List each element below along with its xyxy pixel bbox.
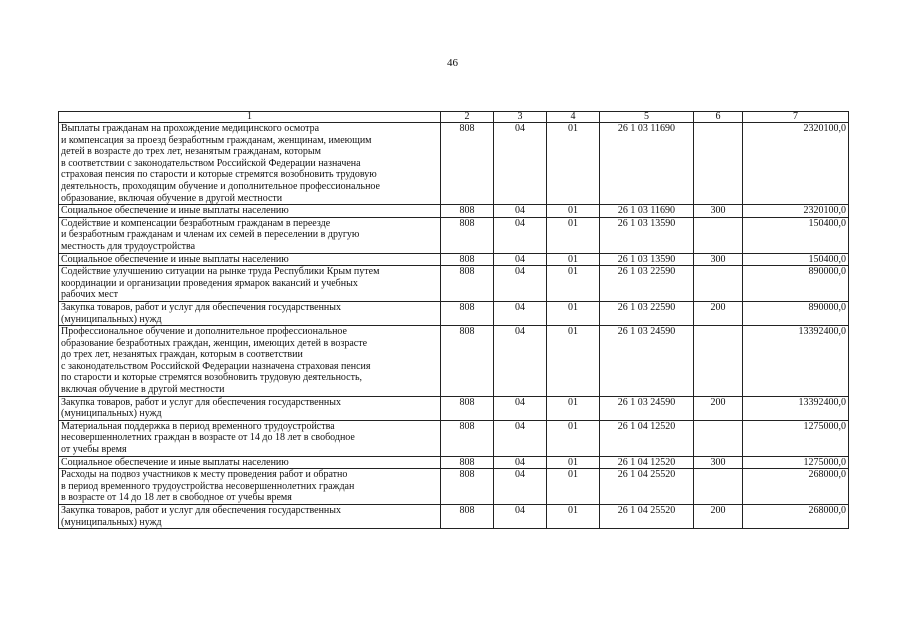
page-number: 46 — [447, 57, 458, 69]
row-col-5: 26 1 03 22590 — [600, 266, 694, 302]
row-col-6: 200 — [694, 396, 743, 420]
row-col-5: 26 1 03 13590 — [600, 253, 694, 266]
row-description: Содействие улучшению ситуации на рынке труда Республики Крым путем координации и организации проведения ярмарок вакансий и учебных рабочих мест — [59, 266, 441, 302]
row-col-4: 01 — [547, 301, 600, 325]
row-description: Выплаты гражданам на прохождение медицинского осмотра и компенсация за проезд безработным гражданам, женщинам, имеющим детей в возрасте до трех лет, незанятым гражданам, которым в соответствии с законодательством Российской Федерации назначена страховая пенсия по старости и которые стремятся возобновить трудовую деятельность, проходящим обучение и дополнительное профессиональное образование, включая обучение в другой местности — [59, 123, 441, 205]
row-col-5: 26 1 03 13590 — [600, 217, 694, 253]
row-col-2: 808 — [441, 469, 494, 505]
row-col-4: 01 — [547, 266, 600, 302]
table-row — [59, 420, 849, 456]
header-col-7: 7 — [743, 112, 849, 123]
row-col-2: 808 — [441, 253, 494, 266]
row-col-6 — [694, 217, 743, 253]
row-col-2: 808 — [441, 505, 494, 529]
row-col-3: 04 — [494, 456, 547, 469]
row-description: Закупка товаров, работ и услуг для обеспечения государственных (муниципальных) нужд — [59, 505, 441, 529]
row-amount: 150400,0 — [743, 253, 849, 266]
row-col-6 — [694, 266, 743, 302]
row-col-2: 808 — [441, 326, 494, 397]
row-description: Расходы на подвоз участников к месту проведения работ и обратно в период временного трудоустройства несовершеннолетних граждан в возрасте от 14 до 18 лет в свободное от учебы время — [59, 469, 441, 505]
table-row — [59, 205, 849, 218]
table-row — [59, 469, 849, 505]
row-col-6: 200 — [694, 505, 743, 529]
header-row — [59, 112, 849, 123]
row-amount: 13392400,0 — [743, 326, 849, 397]
table-row — [59, 396, 849, 420]
header-col-2: 2 — [441, 112, 494, 123]
row-col-4: 01 — [547, 505, 600, 529]
row-description: Социальное обеспечение и иные выплаты населению — [59, 253, 441, 266]
row-col-4: 01 — [547, 217, 600, 253]
row-amount: 268000,0 — [743, 505, 849, 529]
row-col-2: 808 — [441, 266, 494, 302]
row-description: Материальная поддержка в период временного трудоустройства несовершеннолетних граждан в возрасте от 14 до 18 лет в свободное от учебы время — [59, 420, 441, 456]
row-col-2: 808 — [441, 217, 494, 253]
row-col-3: 04 — [494, 420, 547, 456]
row-amount: 268000,0 — [743, 469, 849, 505]
row-amount: 890000,0 — [743, 266, 849, 302]
table-row — [59, 301, 849, 325]
row-col-3: 04 — [494, 469, 547, 505]
row-col-5: 26 1 04 12520 — [600, 456, 694, 469]
row-col-4: 01 — [547, 396, 600, 420]
row-col-5: 26 1 04 12520 — [600, 420, 694, 456]
row-col-6: 300 — [694, 456, 743, 469]
row-col-2: 808 — [441, 123, 494, 205]
row-col-6 — [694, 469, 743, 505]
table-body — [59, 123, 849, 529]
row-description: Закупка товаров, работ и услуг для обеспечения государственных (муниципальных) нужд — [59, 301, 441, 325]
table-row — [59, 253, 849, 266]
row-amount: 13392400,0 — [743, 396, 849, 420]
row-col-4: 01 — [547, 253, 600, 266]
row-description: Закупка товаров, работ и услуг для обеспечения государственных (муниципальных) нужд — [59, 396, 441, 420]
row-amount: 1275000,0 — [743, 420, 849, 456]
row-col-6 — [694, 326, 743, 397]
row-col-4: 01 — [547, 326, 600, 397]
row-col-3: 04 — [494, 326, 547, 397]
row-col-2: 808 — [441, 420, 494, 456]
row-col-3: 04 — [494, 396, 547, 420]
budget-table — [58, 111, 849, 529]
header-col-3: 3 — [494, 112, 547, 123]
row-col-2: 808 — [441, 456, 494, 469]
row-amount: 2320100,0 — [743, 205, 849, 218]
row-description: Содействие и компенсации безработным гражданам в переезде и безработным гражданам и членам их семей в переселении в другую местность для трудоустройства — [59, 217, 441, 253]
row-col-6: 300 — [694, 253, 743, 266]
table-row — [59, 456, 849, 469]
row-col-3: 04 — [494, 217, 547, 253]
row-amount: 890000,0 — [743, 301, 849, 325]
row-amount: 2320100,0 — [743, 123, 849, 205]
row-col-5: 26 1 03 11690 — [600, 123, 694, 205]
row-col-3: 04 — [494, 505, 547, 529]
row-description: Социальное обеспечение и иные выплаты населению — [59, 456, 441, 469]
row-col-3: 04 — [494, 205, 547, 218]
row-col-5: 26 1 04 25520 — [600, 469, 694, 505]
row-col-6 — [694, 420, 743, 456]
row-col-4: 01 — [547, 456, 600, 469]
row-col-4: 01 — [547, 420, 600, 456]
table-row — [59, 266, 849, 302]
row-col-4: 01 — [547, 123, 600, 205]
row-col-2: 808 — [441, 205, 494, 218]
row-col-3: 04 — [494, 301, 547, 325]
header-col-1: 1 — [59, 112, 441, 123]
row-col-5: 26 1 03 24590 — [600, 326, 694, 397]
table-row — [59, 217, 849, 253]
row-amount: 150400,0 — [743, 217, 849, 253]
header-col-4: 4 — [547, 112, 600, 123]
row-col-2: 808 — [441, 396, 494, 420]
row-col-3: 04 — [494, 253, 547, 266]
row-col-5: 26 1 03 24590 — [600, 396, 694, 420]
table-row — [59, 326, 849, 397]
row-description: Социальное обеспечение и иные выплаты населению — [59, 205, 441, 218]
row-col-6: 300 — [694, 205, 743, 218]
row-col-5: 26 1 03 11690 — [600, 205, 694, 218]
row-col-3: 04 — [494, 123, 547, 205]
table-row — [59, 505, 849, 529]
row-amount: 1275000,0 — [743, 456, 849, 469]
row-col-4: 01 — [547, 469, 600, 505]
table-row — [59, 123, 849, 205]
row-description: Профессиональное обучение и дополнительное профессиональное образование безработных граждан, женщин, имеющих детей в возрасте до трех лет, незанятых граждан, которым в соответствии с законодательством Российской Федерации назначена страховая пенсия по старости и которые стремятся возобновить трудовую деятельность, включая обучение в другой местности — [59, 326, 441, 397]
header-col-5: 5 — [600, 112, 694, 123]
row-col-2: 808 — [441, 301, 494, 325]
header-col-6: 6 — [694, 112, 743, 123]
row-col-3: 04 — [494, 266, 547, 302]
row-col-5: 26 1 04 25520 — [600, 505, 694, 529]
row-col-6: 200 — [694, 301, 743, 325]
row-col-6 — [694, 123, 743, 205]
row-col-5: 26 1 03 22590 — [600, 301, 694, 325]
row-col-4: 01 — [547, 205, 600, 218]
